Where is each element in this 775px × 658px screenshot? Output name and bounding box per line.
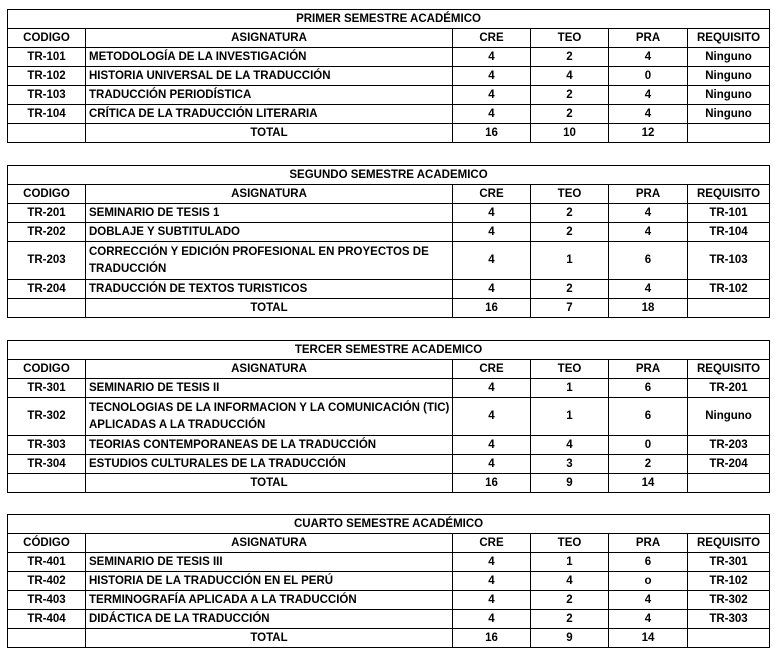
col-header-asignatura: ASIGNATURA	[86, 185, 453, 204]
course-name: CORRECCIÓN Y EDICIÓN PROFESIONAL EN PROYECTOS DE TRADUCCIÓN	[86, 242, 453, 280]
col-header-teo: TEO	[531, 29, 609, 48]
total-row	[8, 124, 770, 143]
total-requisito-empty	[688, 629, 770, 648]
course-cre: 4	[453, 67, 531, 86]
total-requisito-empty	[688, 299, 770, 318]
table-row	[8, 591, 770, 610]
col-header-asignatura: ASIGNATURA	[86, 29, 453, 48]
course-name: HISTORIA UNIVERSAL DE LA TRADUCCIÓN	[86, 67, 453, 86]
course-code: TR-202	[8, 223, 86, 242]
course-pra: 4	[609, 48, 688, 67]
course-cre: 4	[453, 48, 531, 67]
total-requisito-empty	[688, 474, 770, 493]
course-pra: 6	[609, 398, 688, 436]
course-teo: 2	[531, 610, 609, 629]
course-teo: 3	[531, 455, 609, 474]
total-label: TOTAL	[86, 299, 453, 318]
col-header-pra: PRA	[609, 360, 688, 379]
course-teo: 1	[531, 242, 609, 280]
col-header-cre: CRE	[453, 185, 531, 204]
total-teo: 9	[531, 474, 609, 493]
course-name: TRADUCCIÓN PERIODÍSTICA	[86, 86, 453, 105]
total-cre: 16	[453, 299, 531, 318]
course-cre: 4	[453, 553, 531, 572]
col-header-pra: PRA	[609, 534, 688, 553]
course-name: SEMINARIO DE TESIS 1	[86, 204, 453, 223]
total-pra: 12	[609, 124, 688, 143]
course-pra: o	[609, 572, 688, 591]
course-code: TR-401	[8, 553, 86, 572]
course-teo: 4	[531, 572, 609, 591]
table-row	[8, 379, 770, 398]
course-cre: 4	[453, 223, 531, 242]
course-requisito: Ninguno	[688, 48, 770, 67]
course-teo: 1	[531, 379, 609, 398]
course-teo: 1	[531, 398, 609, 436]
course-requisito: TR-102	[688, 572, 770, 591]
semester-table-2	[7, 165, 770, 318]
total-label: TOTAL	[86, 629, 453, 648]
course-teo: 2	[531, 204, 609, 223]
col-header-requisito: REQUISITO	[688, 29, 770, 48]
course-code: TR-104	[8, 105, 86, 124]
total-row	[8, 629, 770, 648]
course-requisito: TR-201	[688, 379, 770, 398]
total-row	[8, 474, 770, 493]
col-header-codigo: CODIGO	[8, 360, 86, 379]
col-header-teo: TEO	[531, 534, 609, 553]
course-cre: 4	[453, 379, 531, 398]
course-name: DIDÁCTICA DE LA TRADUCCIÓN	[86, 610, 453, 629]
course-requisito: TR-301	[688, 553, 770, 572]
course-code: TR-303	[8, 436, 86, 455]
col-header-codigo: CODIGO	[8, 29, 86, 48]
course-pra: 0	[609, 436, 688, 455]
table-row	[8, 48, 770, 67]
total-requisito-empty	[688, 124, 770, 143]
course-teo: 2	[531, 223, 609, 242]
course-code: TR-404	[8, 610, 86, 629]
course-pra: 4	[609, 105, 688, 124]
course-code: TR-101	[8, 48, 86, 67]
semester-title-row	[8, 166, 770, 185]
course-cre: 4	[453, 591, 531, 610]
course-requisito: Ninguno	[688, 86, 770, 105]
course-requisito: TR-302	[688, 591, 770, 610]
total-cre: 16	[453, 629, 531, 648]
table-row	[8, 242, 770, 280]
course-pra: 4	[609, 204, 688, 223]
total-spacer	[8, 299, 86, 318]
column-header-row	[8, 185, 770, 204]
total-pra: 14	[609, 474, 688, 493]
table-row	[8, 223, 770, 242]
semester-title: TERCER SEMESTRE ACADEMICO	[8, 341, 770, 360]
course-name: HISTORIA DE LA TRADUCCIÓN EN EL PERÚ	[86, 572, 453, 591]
col-header-cre: CRE	[453, 360, 531, 379]
column-header-row	[8, 360, 770, 379]
course-cre: 4	[453, 455, 531, 474]
total-teo: 7	[531, 299, 609, 318]
total-cre: 16	[453, 124, 531, 143]
total-spacer	[8, 124, 86, 143]
course-teo: 2	[531, 280, 609, 299]
course-requisito: TR-101	[688, 204, 770, 223]
course-cre: 4	[453, 204, 531, 223]
course-name: ESTUDIOS CULTURALES DE LA TRADUCCIÓN	[86, 455, 453, 474]
course-cre: 4	[453, 105, 531, 124]
column-header-row	[8, 29, 770, 48]
semester-table-1	[7, 9, 770, 143]
course-pra: 6	[609, 379, 688, 398]
total-label: TOTAL	[86, 474, 453, 493]
semester-title: SEGUNDO SEMESTRE ACADEMICO	[8, 166, 770, 185]
total-spacer	[8, 629, 86, 648]
semester-title: PRIMER SEMESTRE ACADÉMICO	[8, 10, 770, 29]
course-teo: 4	[531, 67, 609, 86]
course-requisito: TR-103	[688, 242, 770, 280]
course-code: TR-203	[8, 242, 86, 280]
course-name: SEMINARIO DE TESIS III	[86, 553, 453, 572]
course-teo: 2	[531, 591, 609, 610]
col-header-cre: CRE	[453, 534, 531, 553]
total-row	[8, 299, 770, 318]
table-row	[8, 204, 770, 223]
course-pra: 4	[609, 280, 688, 299]
course-cre: 4	[453, 398, 531, 436]
table-row	[8, 398, 770, 436]
course-code: TR-103	[8, 86, 86, 105]
table-row	[8, 280, 770, 299]
course-code: TR-302	[8, 398, 86, 436]
table-row	[8, 67, 770, 86]
course-requisito: TR-104	[688, 223, 770, 242]
course-cre: 4	[453, 86, 531, 105]
course-pra: 4	[609, 223, 688, 242]
table-row	[8, 553, 770, 572]
course-pra: 4	[609, 86, 688, 105]
course-cre: 4	[453, 610, 531, 629]
course-code: TR-204	[8, 280, 86, 299]
course-pra: 6	[609, 242, 688, 280]
col-header-asignatura: ASIGNATURA	[86, 360, 453, 379]
semester-table-3	[7, 340, 770, 493]
total-cre: 16	[453, 474, 531, 493]
semester-table-4	[7, 514, 770, 648]
course-code: TR-201	[8, 204, 86, 223]
course-teo: 2	[531, 86, 609, 105]
total-teo: 10	[531, 124, 609, 143]
col-header-teo: TEO	[531, 360, 609, 379]
course-name: METODOLOGÍA DE LA INVESTIGACIÓN	[86, 48, 453, 67]
col-header-pra: PRA	[609, 185, 688, 204]
semester-title-row	[8, 515, 770, 534]
course-pra: 2	[609, 455, 688, 474]
course-requisito: TR-203	[688, 436, 770, 455]
table-row	[8, 455, 770, 474]
course-code: TR-402	[8, 572, 86, 591]
total-pra: 14	[609, 629, 688, 648]
course-requisito: TR-102	[688, 280, 770, 299]
total-pra: 18	[609, 299, 688, 318]
table-row	[8, 436, 770, 455]
semester-title-row	[8, 10, 770, 29]
course-pra: 0	[609, 67, 688, 86]
course-name: DOBLAJE Y SUBTITULADO	[86, 223, 453, 242]
course-teo: 2	[531, 48, 609, 67]
course-requisito: TR-303	[688, 610, 770, 629]
course-code: TR-403	[8, 591, 86, 610]
course-requisito: Ninguno	[688, 67, 770, 86]
col-header-requisito: REQUISITO	[688, 534, 770, 553]
total-spacer	[8, 474, 86, 493]
course-requisito: Ninguno	[688, 398, 770, 436]
course-pra: 6	[609, 553, 688, 572]
course-name: CRÍTICA DE LA TRADUCCIÓN LITERARIA	[86, 105, 453, 124]
course-requisito: TR-204	[688, 455, 770, 474]
table-row	[8, 610, 770, 629]
col-header-cre: CRE	[453, 29, 531, 48]
course-cre: 4	[453, 436, 531, 455]
col-header-teo: TEO	[531, 185, 609, 204]
col-header-requisito: REQUISITO	[688, 185, 770, 204]
table-row	[8, 105, 770, 124]
course-code: TR-304	[8, 455, 86, 474]
course-teo: 2	[531, 105, 609, 124]
col-header-requisito: REQUISITO	[688, 360, 770, 379]
course-teo: 1	[531, 553, 609, 572]
col-header-pra: PRA	[609, 29, 688, 48]
course-cre: 4	[453, 242, 531, 280]
course-pra: 4	[609, 591, 688, 610]
course-code: TR-102	[8, 67, 86, 86]
course-name: TEORIAS CONTEMPORANEAS DE LA TRADUCCIÓN	[86, 436, 453, 455]
col-header-codigo: CODIGO	[8, 185, 86, 204]
course-requisito: Ninguno	[688, 105, 770, 124]
course-cre: 4	[453, 280, 531, 299]
course-cre: 4	[453, 572, 531, 591]
table-row	[8, 572, 770, 591]
semester-title-row	[8, 341, 770, 360]
table-row	[8, 86, 770, 105]
course-code: TR-301	[8, 379, 86, 398]
course-name: SEMINARIO DE TESIS II	[86, 379, 453, 398]
semester-title: CUARTO SEMESTRE ACADÉMICO	[8, 515, 770, 534]
course-name: TECNOLOGIAS DE LA INFORMACION Y LA COMUNICACIÓN (TIC) APLICADAS A LA TRADUCCIÓN	[86, 398, 453, 436]
course-teo: 4	[531, 436, 609, 455]
course-name: TRADUCCIÓN DE TEXTOS TURISTICOS	[86, 280, 453, 299]
col-header-codigo: CÓDIGO	[8, 534, 86, 553]
total-teo: 9	[531, 629, 609, 648]
col-header-asignatura: ASIGNATURA	[86, 534, 453, 553]
total-label: TOTAL	[86, 124, 453, 143]
course-name: TERMINOGRAFÍA APLICADA A LA TRADUCCIÓN	[86, 591, 453, 610]
course-pra: 4	[609, 610, 688, 629]
column-header-row	[8, 534, 770, 553]
